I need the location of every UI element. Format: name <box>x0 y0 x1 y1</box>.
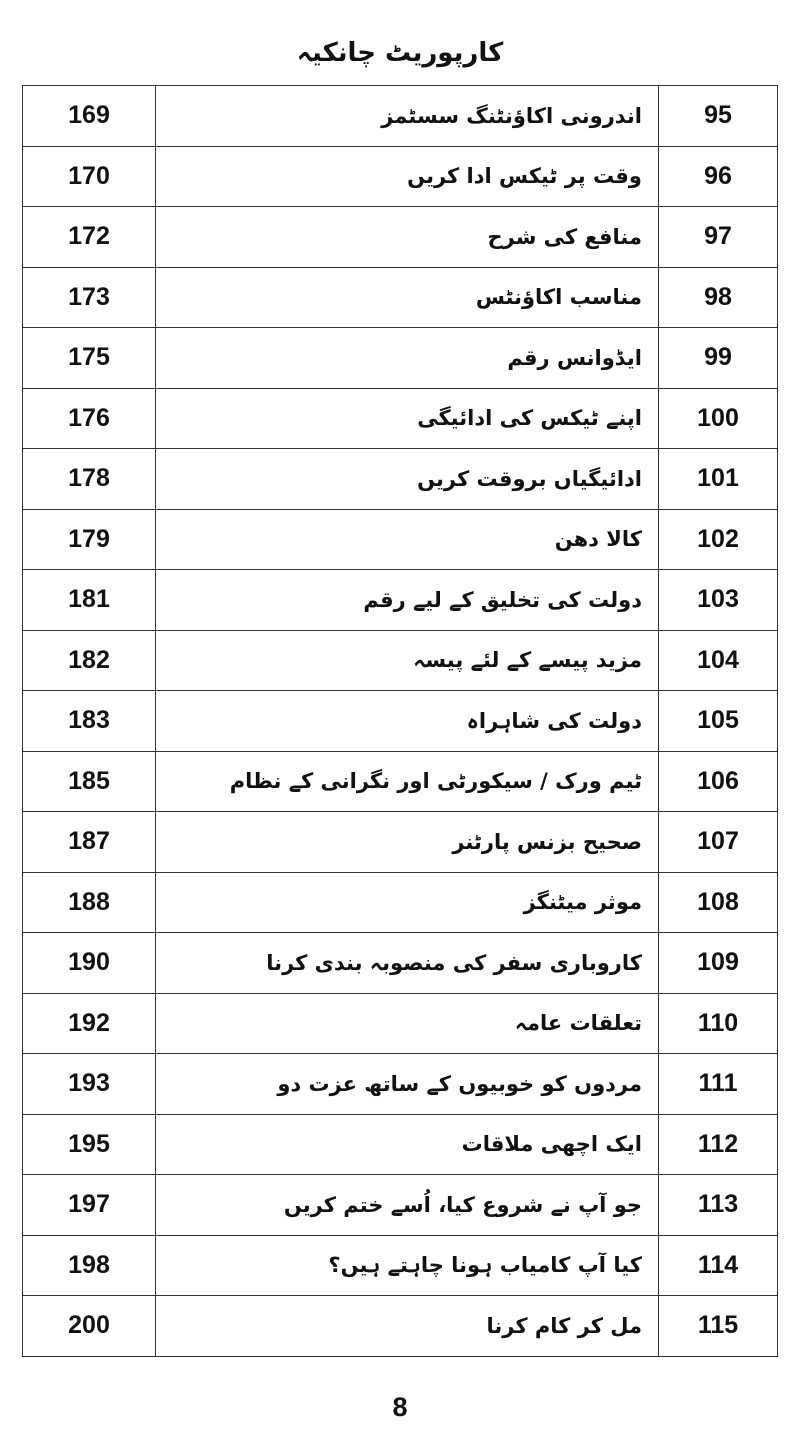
entry-page-number: 198 <box>23 1235 156 1296</box>
table-row <box>23 86 778 147</box>
table-row <box>23 267 778 328</box>
entry-page-number: 188 <box>23 872 156 933</box>
entry-page-number: 169 <box>23 86 156 147</box>
entry-chapter-number: 95 <box>659 86 778 147</box>
entry-page-number: 185 <box>23 751 156 812</box>
entry-page-number: 192 <box>23 993 156 1054</box>
entry-title: ایڈوانس رقم <box>156 328 659 389</box>
table-row <box>23 1175 778 1236</box>
entry-chapter-number: 102 <box>659 509 778 570</box>
entry-page-number: 176 <box>23 388 156 449</box>
entry-chapter-number: 114 <box>659 1235 778 1296</box>
entry-title: کیا آپ کامیاب ہونا چاہتے ہیں؟ <box>156 1235 659 1296</box>
entry-chapter-number: 100 <box>659 388 778 449</box>
entry-chapter-number: 109 <box>659 933 778 994</box>
entry-page-number: 179 <box>23 509 156 570</box>
entry-title: کاروباری سفر کی منصوبہ بندی کرنا <box>156 933 659 994</box>
entry-page-number: 183 <box>23 691 156 752</box>
table-row <box>23 146 778 207</box>
entry-title: جو آپ نے شروع کیا، اُسے ختم کریں <box>156 1175 659 1236</box>
entry-title: موثر میٹنگز <box>156 872 659 933</box>
entry-chapter-number: 98 <box>659 267 778 328</box>
entry-chapter-number: 110 <box>659 993 778 1054</box>
entry-title: تعلقات عامہ <box>156 993 659 1054</box>
page-number: 8 <box>392 1392 408 1422</box>
entry-title: منافع کی شرح <box>156 207 659 268</box>
entry-title: دولت کی شاہراہ <box>156 691 659 752</box>
table-row <box>23 630 778 691</box>
entry-page-number: 190 <box>23 933 156 994</box>
entry-chapter-number: 106 <box>659 751 778 812</box>
entry-title: وقت پر ٹیکس ادا کریں <box>156 146 659 207</box>
entry-page-number: 197 <box>23 1175 156 1236</box>
entry-page-number: 182 <box>23 630 156 691</box>
entry-page-number: 195 <box>23 1114 156 1175</box>
entry-title: ایک اچھی ملاقات <box>156 1114 659 1175</box>
entry-chapter-number: 96 <box>659 146 778 207</box>
table-row <box>23 812 778 873</box>
entry-chapter-number: 99 <box>659 328 778 389</box>
table-row <box>23 1054 778 1115</box>
page-title: کارپوریٹ چانکیہ <box>296 38 504 68</box>
entry-title: ٹیم ورک / سیکورٹی اور نگرانی کے نظام <box>156 751 659 812</box>
table-row <box>23 570 778 631</box>
entry-title: مل کر کام کرنا <box>156 1296 659 1357</box>
entry-chapter-number: 97 <box>659 207 778 268</box>
entry-title: صحیح بزنس پارٹنر <box>156 812 659 873</box>
table-row <box>23 1235 778 1296</box>
table-row <box>23 388 778 449</box>
entry-page-number: 172 <box>23 207 156 268</box>
table-row <box>23 449 778 510</box>
table-row <box>23 691 778 752</box>
entry-chapter-number: 113 <box>659 1175 778 1236</box>
entry-chapter-number: 108 <box>659 872 778 933</box>
entry-page-number: 193 <box>23 1054 156 1115</box>
entry-title: ادائیگیاں بروقت کریں <box>156 449 659 510</box>
entry-page-number: 175 <box>23 328 156 389</box>
entry-page-number: 178 <box>23 449 156 510</box>
table-row <box>23 207 778 268</box>
entry-title: مردوں کو خوبیوں کے ساتھ عزت دو <box>156 1054 659 1115</box>
entry-chapter-number: 105 <box>659 691 778 752</box>
entry-title: مناسب اکاؤنٹس <box>156 267 659 328</box>
entry-title: مزید پیسے کے لئے پیسہ <box>156 630 659 691</box>
entry-chapter-number: 111 <box>659 1054 778 1115</box>
entry-chapter-number: 115 <box>659 1296 778 1357</box>
entry-page-number: 170 <box>23 146 156 207</box>
entry-chapter-number: 104 <box>659 630 778 691</box>
entry-page-number: 173 <box>23 267 156 328</box>
table-row <box>23 993 778 1054</box>
entry-page-number: 187 <box>23 812 156 873</box>
entry-title: اپنے ٹیکس کی ادائیگی <box>156 388 659 449</box>
entry-chapter-number: 103 <box>659 570 778 631</box>
table-row <box>23 872 778 933</box>
entry-title: اندرونی اکاؤنٹنگ سسٹمز <box>156 86 659 147</box>
table-of-contents <box>22 85 778 1357</box>
entry-page-number: 200 <box>23 1296 156 1357</box>
table-row <box>23 751 778 812</box>
entry-chapter-number: 101 <box>659 449 778 510</box>
table-row <box>23 933 778 994</box>
table-row <box>23 1114 778 1175</box>
entry-chapter-number: 107 <box>659 812 778 873</box>
entry-chapter-number: 112 <box>659 1114 778 1175</box>
table-row <box>23 328 778 389</box>
table-row <box>23 509 778 570</box>
entry-page-number: 181 <box>23 570 156 631</box>
entry-title: کالا دھن <box>156 509 659 570</box>
table-row <box>23 1296 778 1357</box>
entry-title: دولت کی تخلیق کے لیے رقم <box>156 570 659 631</box>
